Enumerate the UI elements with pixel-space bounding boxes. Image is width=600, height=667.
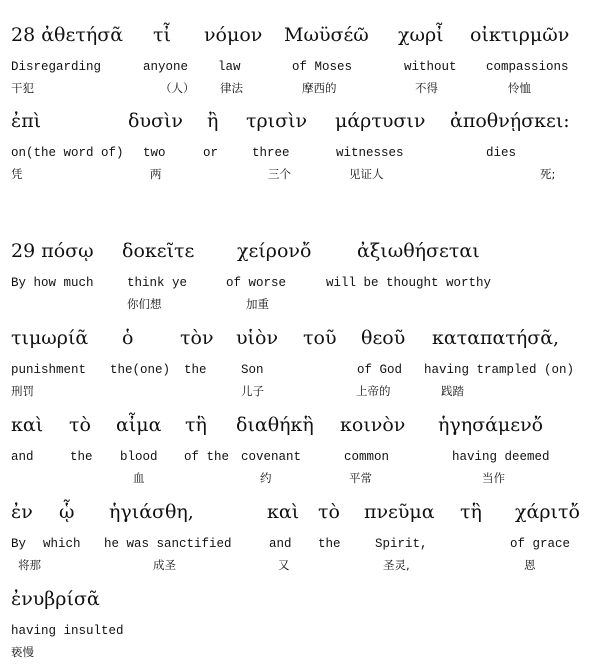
chinese-gloss: 亵慢 — [11, 645, 34, 659]
english-gloss: common — [344, 450, 390, 464]
english-gloss: punishment — [11, 363, 87, 377]
greek-word: Μωϋσέῶ — [284, 24, 369, 46]
greek-word: υἱὸν — [236, 327, 278, 349]
greek-word: καταπατήσᾶ, — [432, 327, 560, 349]
chinese-gloss: 将那 — [18, 558, 41, 572]
chinese-gloss: 三个 — [268, 167, 291, 181]
greek-word: διαθήκἣ — [236, 414, 314, 436]
english-gloss: By how much — [11, 276, 94, 290]
chinese-gloss: 又 — [278, 558, 290, 572]
english-gloss: having insulted — [11, 624, 124, 638]
chinese-gloss: 摩西的 — [302, 81, 337, 95]
english-gloss: the — [318, 537, 341, 551]
greek-word: χείρονὄ — [237, 240, 312, 262]
english-gloss: witnesses — [336, 146, 404, 160]
english-gloss: the(one) — [110, 363, 171, 377]
greek-word: θεοῦ — [361, 327, 406, 349]
english-gloss: dies — [486, 146, 517, 160]
greek-word: τρισὶν — [246, 110, 308, 132]
chinese-gloss: 成圣 — [153, 558, 176, 572]
chinese-gloss: 平常 — [349, 471, 372, 485]
greek-word: νόμον — [204, 24, 263, 46]
english-gloss: of worse — [226, 276, 287, 290]
english-gloss: blood — [120, 450, 158, 464]
greek-word: ἀξιωθήσεται — [357, 240, 480, 262]
greek-word: δοκεῖτε — [122, 240, 195, 262]
greek-word: αἶμα — [116, 414, 162, 436]
chinese-gloss: 死; — [540, 167, 556, 181]
greek-word: ἡγιάσθη, — [109, 501, 194, 523]
english-gloss: without — [404, 60, 457, 74]
greek-word: τὸ — [69, 414, 91, 436]
greek-word: ἐπὶ — [11, 110, 42, 132]
greek-word: ἐνυβρίσᾶ — [11, 588, 100, 610]
english-gloss: and — [11, 450, 34, 464]
greek-word: τἣ — [185, 414, 207, 436]
greek-word: ἢ — [207, 110, 219, 132]
english-gloss: he was sanctified — [104, 537, 232, 551]
english-gloss: of God — [357, 363, 403, 377]
english-gloss: By — [11, 537, 27, 551]
chinese-gloss: 加重 — [246, 297, 269, 311]
greek-word: πνεῦμα — [364, 501, 435, 523]
chinese-gloss: 不得 — [415, 81, 438, 95]
greek-word: τἶ — [153, 24, 171, 46]
greek-word: καὶ — [267, 501, 300, 523]
chinese-gloss: 见证人 — [349, 167, 384, 181]
english-gloss: having trampled (on) — [424, 363, 575, 377]
greek-word: ἡγησάμενὄ — [438, 414, 544, 436]
chinese-gloss: 凭 — [11, 167, 23, 181]
english-gloss: Spirit, — [375, 537, 428, 551]
english-gloss: on(the word of) — [11, 146, 124, 160]
english-gloss: compassions — [486, 60, 569, 74]
chinese-gloss: （人） — [160, 81, 195, 95]
greek-word: ὁ — [122, 327, 134, 349]
chinese-gloss: 刑罚 — [11, 384, 34, 398]
english-gloss: will be thought worthy — [326, 276, 492, 290]
greek-word: τιμωρίᾶ — [11, 327, 89, 349]
chinese-gloss: 上帝的 — [356, 384, 391, 398]
english-gloss: of the — [184, 450, 230, 464]
english-gloss: think ye — [127, 276, 188, 290]
english-gloss: and — [269, 537, 292, 551]
english-gloss: of Moses — [292, 60, 353, 74]
english-gloss: three — [252, 146, 290, 160]
greek-word: 28 ἀθετήσᾶ — [11, 24, 124, 46]
english-gloss: anyone — [143, 60, 189, 74]
chinese-gloss: 当作 — [482, 471, 505, 485]
chinese-gloss: 你们想 — [127, 297, 162, 311]
greek-word: μάρτυσιν — [335, 110, 426, 132]
chinese-gloss: 圣灵, — [383, 558, 410, 572]
greek-word: τὸ — [318, 501, 340, 523]
greek-word: καὶ — [11, 414, 44, 436]
chinese-gloss: 干犯 — [11, 81, 34, 95]
chinese-gloss: 恩 — [524, 558, 536, 572]
english-gloss: having deemed — [452, 450, 550, 464]
chinese-gloss: 血 — [133, 471, 145, 485]
chinese-gloss: 践踏 — [441, 384, 464, 398]
english-gloss: which — [43, 537, 81, 551]
chinese-gloss: 约 — [260, 471, 272, 485]
english-gloss: Son — [241, 363, 264, 377]
chinese-gloss: 律法 — [220, 81, 243, 95]
greek-word: ἐν — [11, 501, 33, 523]
english-gloss: Disregarding — [11, 60, 102, 74]
chinese-gloss: 儿子 — [241, 384, 264, 398]
greek-word: τὸν — [180, 327, 214, 349]
english-gloss: two — [143, 146, 166, 160]
english-gloss: of grace — [510, 537, 571, 551]
greek-word: οἰκτιρμῶν — [470, 24, 570, 46]
chinese-gloss: 怜恤 — [508, 81, 531, 95]
greek-word: 29 πόσῳ — [11, 240, 94, 262]
chinese-gloss: 两 — [150, 167, 162, 181]
greek-word: κοινὸν — [340, 414, 406, 436]
greek-word: δυσὶν — [128, 110, 183, 132]
greek-word: τοῦ — [303, 327, 337, 349]
greek-word: χωρἶ — [398, 24, 444, 46]
greek-word: ᾧ — [59, 501, 75, 523]
greek-word: τἣ — [460, 501, 482, 523]
english-gloss: the — [184, 363, 207, 377]
english-gloss: covenant — [241, 450, 302, 464]
greek-word: ἀποθνῄσκει: — [450, 110, 570, 132]
greek-word: χάριτὄ — [515, 501, 580, 523]
english-gloss: law — [218, 60, 241, 74]
english-gloss: or — [203, 146, 219, 160]
english-gloss: the — [70, 450, 93, 464]
